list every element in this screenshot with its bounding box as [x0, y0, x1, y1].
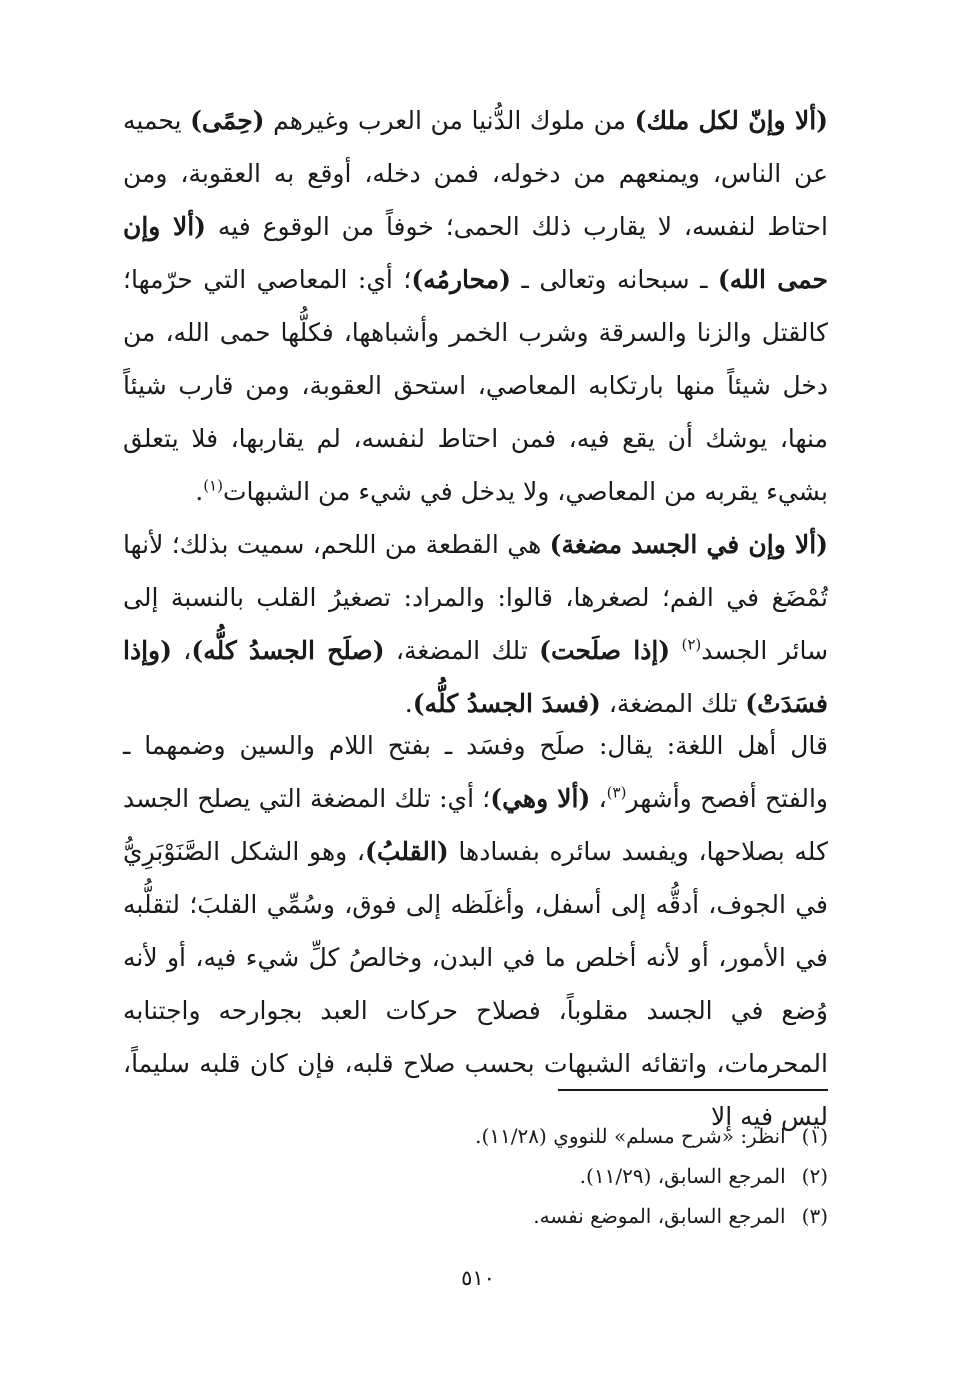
commentary-text: من ملوك الدُّنيا من العرب وغيرهم [264, 106, 635, 135]
commentary-text: تلك المضغة، [600, 689, 746, 718]
hadith-quote: (صلَح الجسدُ كلُّه) [191, 636, 385, 665]
footnote-number: (٣) [801, 1204, 828, 1228]
commentary-text: ـ سبحانه وتعالى ـ [511, 265, 718, 294]
hadith-quote: (ألا وهي) [490, 784, 591, 813]
footnote-text: المرجع السابق، الموضع نفسه. [533, 1204, 786, 1228]
footnote-2 [123, 1156, 828, 1196]
hadith-quote: (ألا وإنّ لكل ملك) [634, 106, 828, 135]
hadith-quote: (محارمُه) [411, 265, 511, 294]
footnote-1 [123, 1116, 828, 1156]
commentary-text: . [195, 477, 204, 506]
hadith-quote: (ألا وإن حمى الله) [123, 212, 828, 294]
footnote-number: (١) [801, 1124, 828, 1148]
commentary-text: ، [590, 784, 607, 813]
hadith-quote: (القلبُ) [364, 837, 449, 866]
footnote-reference: (٣) [606, 783, 627, 802]
footnote-separator [558, 1089, 828, 1091]
hadith-quote: (ألا وإن في الجسد مضغة) [549, 530, 828, 559]
paragraph-text [123, 94, 828, 518]
paragraph-text [123, 518, 828, 730]
footnote-reference: (٢) [681, 635, 702, 654]
footnote-3 [123, 1196, 828, 1236]
footnote-text: المرجع السابق، (١١/٢٩). [579, 1164, 786, 1188]
commentary-text: تلك المضغة، [384, 636, 540, 665]
page-number: ٥١٠ [461, 1266, 495, 1290]
commentary-text [670, 636, 681, 665]
paragraph-1 [123, 94, 828, 518]
footnotes [123, 1116, 828, 1236]
footnote-reference: (١) [203, 476, 223, 495]
paragraph-text [123, 719, 828, 1143]
commentary-text: ، وهو الشكل الصَّنَوْبَرِيُّ في الجوف، أدقُّه إلى أسفل، وأغلَظه إلى فوق، وسُمِّي القلبَ؛ لتقلُّبه في الأمور، أو لأنه أخلص ما في البدن، وخالصُ كلِّ شيء فيه، أو لأنه وُضع في الجسد مقلوباً، فصلاح حركات العبد بجوارحه واجتنابه المحرمات، واتقائه الشبهات بحسب صلاح قلبه، فإن كان قلبه سليماً، ليس فيه إلا [123, 837, 828, 1131]
hadith-quote: (إذا صلَحت) [539, 636, 671, 665]
commentary-text: ؛ أي: المعاصي التي حرّمها؛ كالقتل والزنا والسرقة وشرب الخمر وأشباهها، فكلُّها حمى الله، من دخل شيئاً منها بارتكابه المعاصي، استحق العقوبة، ومن قارب شيئاً منها، يوشك أن يقع فيه، فمن احتاط لنفسه، لم يقاربها، فلا يتعلق بشيء يقربه من المعاصي، ولا يدخل في شيء من الشبهات [123, 265, 828, 506]
hadith-quote: (وإذا فسَدَتْ) [123, 636, 828, 718]
commentary-text: . [404, 689, 413, 718]
paragraph-3 [123, 719, 828, 1143]
footnote-text: انظر: «شرح مسلم» للنووي (١١/٢٨). [475, 1124, 786, 1148]
commentary-text: ، [171, 636, 192, 665]
hadith-quote: (حِمًى) [190, 106, 265, 135]
commentary-text: يحميه عن الناس، ويمنعهم من دخوله، فمن دخله، أوقع به العقوبة، ومن احتاط لنفسه، لا يقارب ذلك الحمى؛ خوفاً من الوقوع فيه [123, 106, 829, 241]
commentary-text: ؛ أي: تلك المضغة التي يصلح الجسد كله بصلاحها، ويفسد سائره بفسادها [123, 784, 828, 866]
hadith-quote: (فسدَ الجسدُ كلُّه) [412, 689, 601, 718]
commentary-text: قال أهل اللغة: يقال: صلَح وفسَد ـ بفتح اللام والسين وضمهما ـ والفتح أفصح وأشهر [123, 731, 828, 813]
footnote-number: (٢) [801, 1164, 828, 1188]
paragraph-2 [123, 518, 828, 730]
commentary-text: هي القطعة من اللحم، سميت بذلك؛ لأنها تُمْضَغ في الفم؛ لصغرها، قالوا: والمراد: تصغيرُ القلب بالنسبة إلى سائر الجسد [123, 530, 829, 665]
